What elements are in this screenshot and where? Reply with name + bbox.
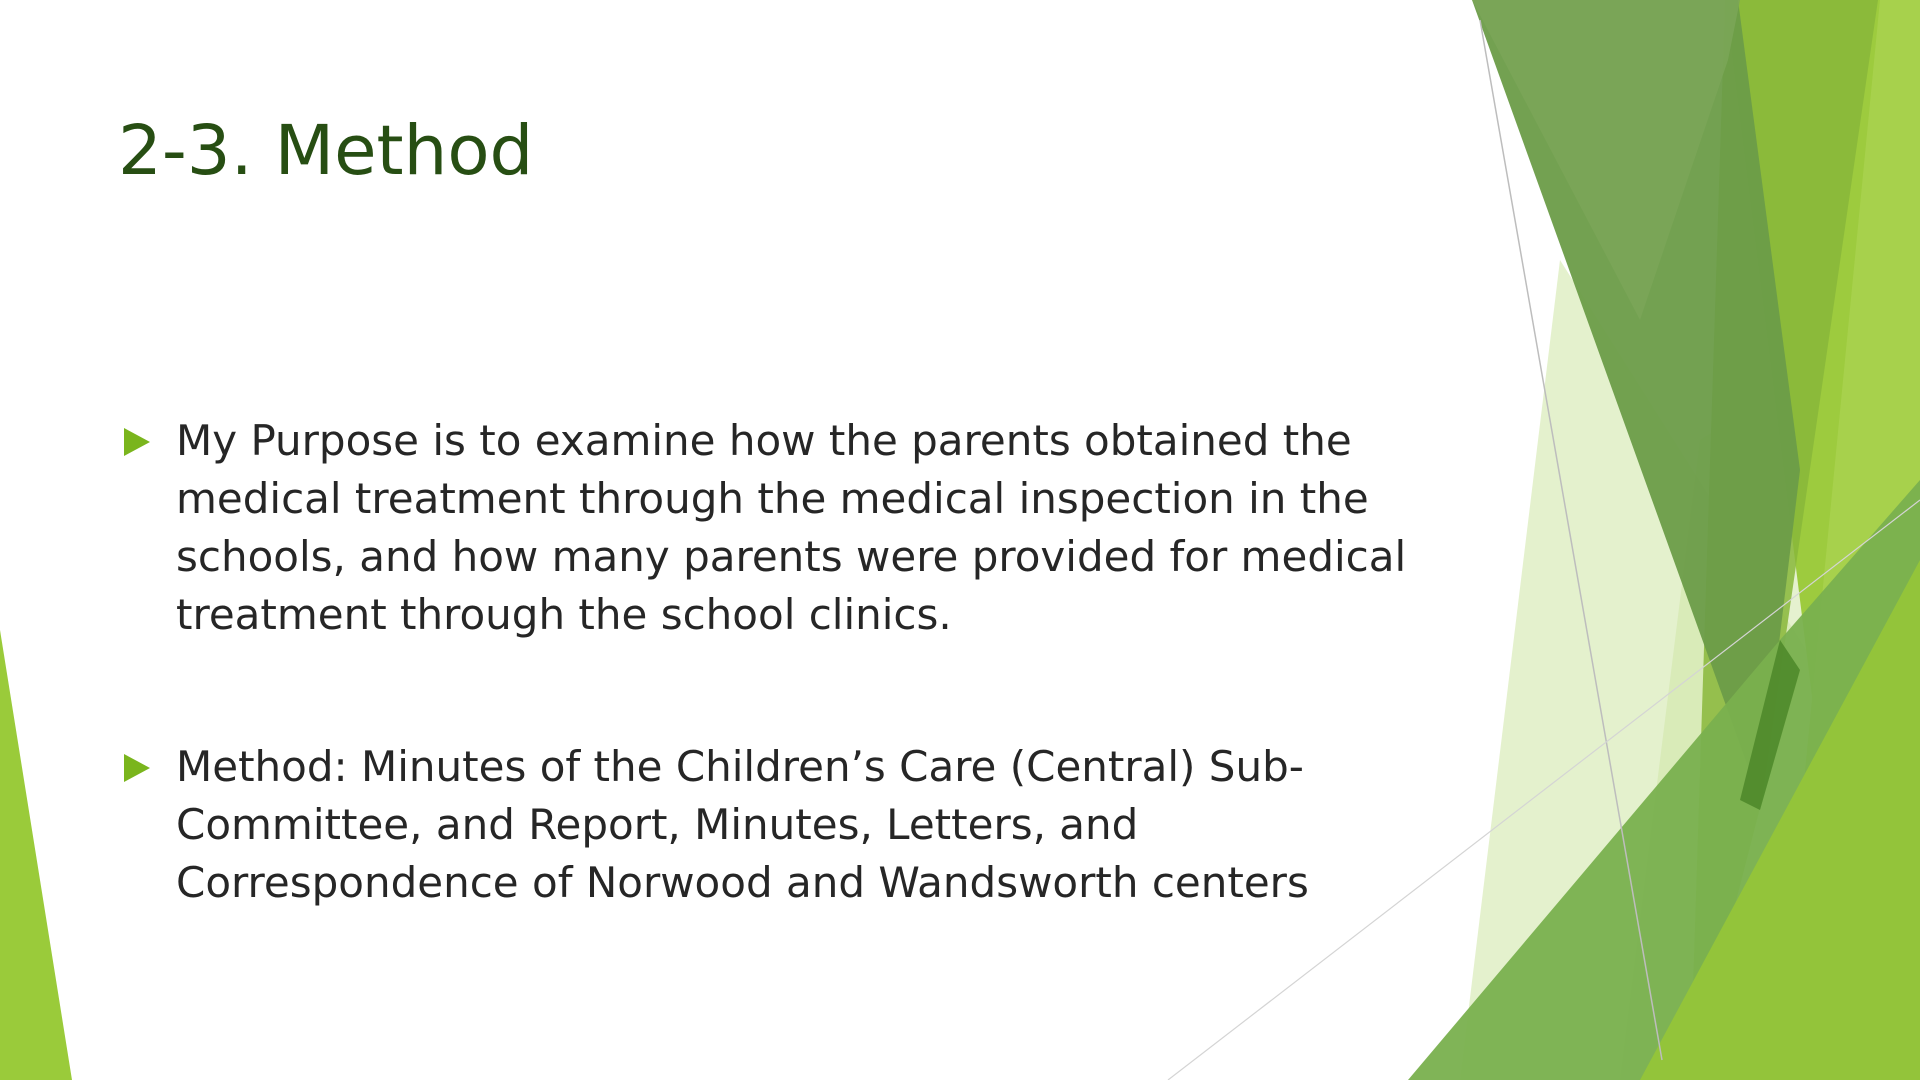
triangle-right-bullet-icon — [124, 428, 150, 456]
slide-title: 2-3. Method — [118, 111, 534, 191]
bullet-list — [124, 412, 1454, 1006]
bullet-item-method — [124, 738, 1454, 912]
bullet-text-purpose: My Purpose is to examine how the parents obtained the medical treatment through the medical inspection in the schools, and how many parents were provided for medical treatment through the school clinics. — [176, 416, 1407, 639]
left-edge-sliver — [0, 630, 72, 1080]
triangle-right-bullet-icon — [124, 754, 150, 782]
bullet-item-purpose — [124, 412, 1454, 644]
bullet-text-method: Method: Minutes of the Children’s Care (Central) Sub-Committee, and Report, Minutes, Letters, and Correspondence of Norwood and Wandsworth centers — [176, 742, 1309, 907]
